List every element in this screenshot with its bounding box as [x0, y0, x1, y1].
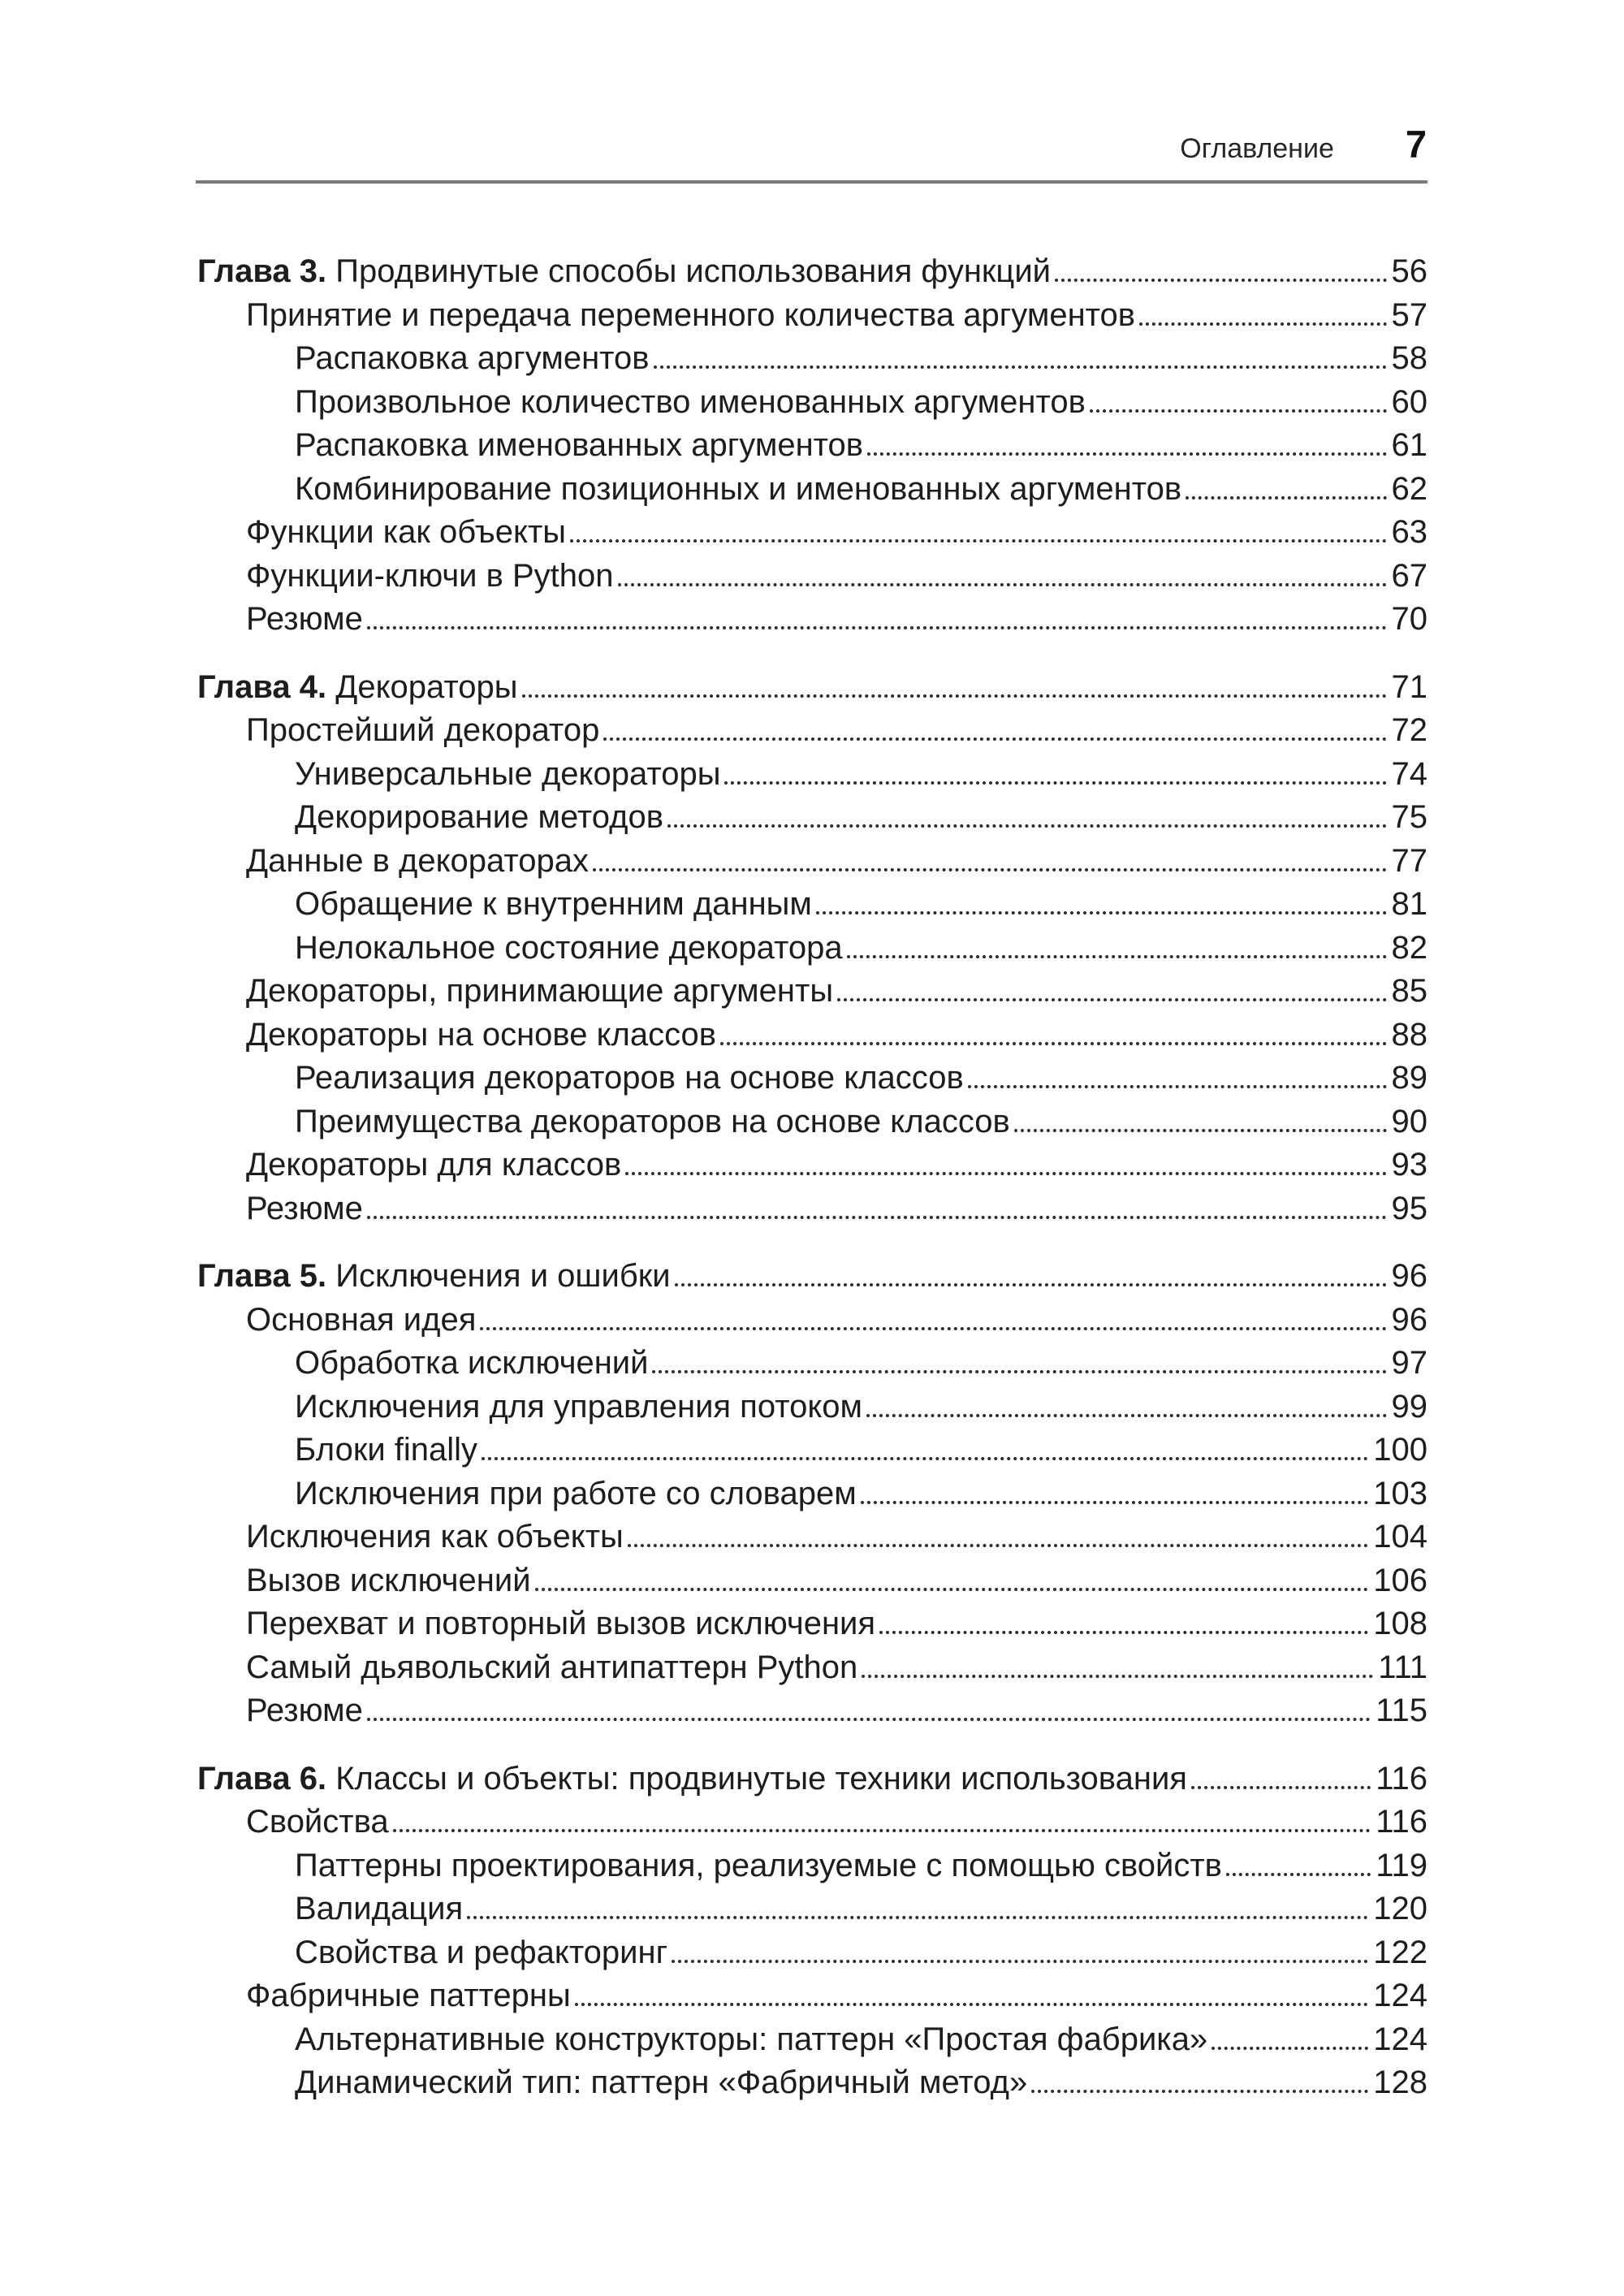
dot-leader	[593, 868, 1387, 871]
toc-entry-row	[197, 1014, 1427, 1057]
page-header-title: Оглавление	[1180, 133, 1334, 164]
entry-title: Функции как объекты	[246, 514, 567, 550]
entry-title: Исключения и ошибки	[335, 1258, 671, 1294]
entry-page-number: 61	[1391, 427, 1427, 463]
toc-entry-row	[197, 840, 1427, 884]
entry-title: Декораторы для классов	[246, 1147, 622, 1183]
dot-leader	[724, 781, 1386, 785]
dot-leader	[467, 1916, 1368, 1919]
toc-entry-row	[197, 1887, 1427, 1931]
entry-title: Основная идея	[246, 1301, 477, 1338]
entry-page-number: 62	[1391, 470, 1427, 507]
entry-page-number: 93	[1391, 1147, 1427, 1183]
dot-leader	[603, 737, 1386, 741]
entry-page-number: 95	[1391, 1190, 1427, 1226]
dot-leader	[862, 1675, 1373, 1678]
entry-page-number: 104	[1373, 1519, 1427, 1554]
entry-title: Декораторы	[335, 668, 518, 705]
entry-title: Декораторы, принимающие аргументы	[246, 973, 834, 1009]
entry-title: Резюме	[246, 1190, 363, 1226]
dot-leader	[861, 1501, 1369, 1504]
entry-title: Валидация	[295, 1891, 464, 1926]
dot-leader	[1014, 1129, 1387, 1132]
toc-entry-row	[197, 2061, 1427, 2105]
entry-page-number: 67	[1391, 557, 1427, 594]
toc-entry-row	[197, 709, 1427, 753]
toc-entry-row	[197, 1801, 1427, 1844]
toc-chapter-row	[197, 666, 1427, 710]
chapter-label: Глава 5.	[197, 1258, 336, 1294]
entry-title: Декорирование методов	[295, 799, 663, 835]
toc-entry-row	[197, 1100, 1427, 1144]
toc-entry-row	[197, 424, 1427, 468]
toc-entry-row	[197, 1516, 1427, 1559]
toc-entry-row	[197, 468, 1427, 512]
entry-page-number: 103	[1373, 1475, 1427, 1511]
entry-page-number: 116	[1376, 1804, 1427, 1840]
chapter-label: Глава 6.	[197, 1760, 336, 1797]
toc-entry-row	[197, 1974, 1427, 2018]
entry-title: Исключения при работе со словарем	[295, 1475, 857, 1511]
entry-page-number: 56	[1391, 253, 1427, 289]
dot-leader	[535, 1588, 1369, 1591]
toc-entry-row	[197, 1844, 1427, 1888]
entry-page-number: 81	[1391, 886, 1427, 922]
toc-entry-row	[197, 1187, 1427, 1231]
entry-title: Преимущества декораторов на основе классов	[295, 1103, 1010, 1139]
entry-page-number: 58	[1391, 340, 1427, 376]
entry-page-number: 119	[1376, 1847, 1427, 1883]
toc-chapter-group	[197, 1255, 1427, 1733]
toc-entry-row	[197, 1559, 1427, 1603]
toc-entry-row	[197, 598, 1427, 642]
entry-page-number: 99	[1391, 1388, 1427, 1425]
entry-page-number: 77	[1391, 842, 1427, 879]
entry-title: Фабричные паттерны	[246, 1978, 571, 2013]
dot-leader	[1212, 2047, 1368, 2050]
entry-page-number: 89	[1391, 1060, 1427, 1096]
toc-entry-row	[197, 1386, 1427, 1429]
entry-page-number: 128	[1373, 2065, 1427, 2100]
entry-title: Декораторы на основе классов	[246, 1016, 717, 1053]
dot-leader	[652, 1370, 1386, 1373]
entry-page-number: 72	[1391, 712, 1427, 748]
toc-entry-row	[197, 337, 1427, 381]
toc-chapter-row	[197, 250, 1427, 294]
dot-leader	[570, 539, 1386, 543]
toc-entry-row	[197, 753, 1427, 797]
toc-entry-row	[197, 1689, 1427, 1733]
toc-entry-row	[197, 1057, 1427, 1100]
entry-title: Продвинутые способы использования функций	[335, 253, 1052, 289]
toc-entry-row	[197, 294, 1427, 338]
entry-page-number: 96	[1391, 1301, 1427, 1338]
toc-entry-row	[197, 796, 1427, 840]
toc-entry-row	[197, 883, 1427, 927]
dot-leader	[672, 1960, 1368, 1963]
entry-page-number: 115	[1376, 1693, 1427, 1728]
entry-page-number: 88	[1391, 1016, 1427, 1053]
toc-list	[197, 250, 1427, 2105]
toc-entry-row	[197, 1299, 1427, 1343]
toc-entry-row	[197, 1429, 1427, 1472]
dot-leader	[968, 1085, 1387, 1088]
entry-title: Принятие и передача переменного количества аргументов	[246, 296, 1136, 333]
dot-leader	[847, 955, 1387, 958]
chapter-label: Глава 4.	[197, 668, 336, 705]
entry-page-number: 122	[1373, 1934, 1427, 1970]
dot-leader	[628, 1544, 1368, 1547]
dot-leader	[1186, 496, 1386, 499]
toc-entry-row	[197, 381, 1427, 425]
dot-leader	[867, 452, 1386, 456]
dot-leader	[1090, 409, 1387, 413]
entry-title: Распаковка именованных аргументов	[295, 427, 864, 463]
dot-leader	[367, 1718, 1371, 1721]
toc-entry-row	[197, 1646, 1427, 1690]
entry-title: Нелокальное состояние декоратора	[295, 929, 843, 966]
chapter-label: Глава 3.	[197, 253, 336, 289]
entry-page-number: 97	[1391, 1345, 1427, 1381]
dot-leader	[618, 583, 1387, 586]
dot-leader	[654, 365, 1387, 369]
dot-leader	[1139, 322, 1386, 326]
dot-leader	[480, 1327, 1386, 1330]
toc-entry-row	[197, 1602, 1427, 1646]
dot-leader	[393, 1829, 1371, 1832]
entry-page-number: 111	[1378, 1649, 1427, 1685]
dot-leader	[837, 998, 1386, 1001]
entry-title: Данные в декораторах	[246, 842, 589, 879]
dot-leader	[675, 1283, 1387, 1286]
entry-title: Функции-ключи в Python	[246, 557, 614, 594]
entry-title: Произвольное количество именованных аргументов	[295, 383, 1086, 420]
entry-page-number: 57	[1391, 296, 1427, 333]
entry-page-number: 96	[1391, 1258, 1427, 1294]
toc-chapter-row	[197, 1758, 1427, 1801]
toc-entry-row	[197, 1931, 1427, 1975]
toc-entry-row	[197, 970, 1427, 1014]
header-rule	[196, 180, 1427, 184]
entry-title: Распаковка аргументов	[295, 340, 650, 376]
dot-leader	[879, 1631, 1368, 1634]
entry-title: Универсальные декораторы	[295, 755, 721, 792]
entry-title: Обработка исключений	[295, 1345, 649, 1381]
dot-leader	[1031, 2090, 1368, 2093]
toc-chapter-group	[197, 250, 1427, 642]
dot-leader	[522, 694, 1387, 698]
entry-title: Резюме	[246, 601, 363, 637]
dot-leader	[1226, 1873, 1371, 1876]
page-header	[197, 122, 1427, 166]
entry-page-number: 90	[1391, 1103, 1427, 1139]
dot-leader	[367, 1216, 1387, 1219]
toc-entry-row	[197, 511, 1427, 555]
entry-page-number: 60	[1391, 383, 1427, 420]
entry-title: Вызов исключений	[246, 1562, 531, 1598]
entry-title: Реализация декораторов на основе классов	[295, 1060, 964, 1096]
entry-page-number: 100	[1373, 1432, 1427, 1468]
dot-leader	[866, 1414, 1386, 1417]
dot-leader	[1055, 279, 1386, 282]
dot-leader	[816, 911, 1387, 915]
entry-title: Блоки finally	[295, 1432, 478, 1468]
toc-chapter-group	[197, 1758, 1427, 2105]
entry-page-number: 71	[1391, 668, 1427, 705]
toc-entry-row	[197, 555, 1427, 599]
entry-title: Паттерны проектирования, реализуемые с помощью свойств	[295, 1847, 1222, 1883]
toc-entry-row	[197, 1342, 1427, 1386]
entry-page-number: 75	[1391, 799, 1427, 835]
entry-title: Простейший декоратор	[246, 712, 600, 748]
entry-title: Свойства	[246, 1804, 389, 1840]
entry-page-number: 108	[1373, 1606, 1427, 1641]
entry-page-number: 120	[1373, 1891, 1427, 1926]
entry-page-number: 85	[1391, 973, 1427, 1009]
entry-page-number: 74	[1391, 755, 1427, 792]
entry-title: Самый дьявольский антипаттерн Python	[246, 1649, 858, 1685]
entry-title: Исключения для управления потоком	[295, 1388, 863, 1425]
toc-entry-row	[197, 1472, 1427, 1516]
toc-chapter-group	[197, 666, 1427, 1231]
toc-entry-row	[197, 1144, 1427, 1187]
entry-page-number: 70	[1391, 601, 1427, 637]
dot-leader	[1191, 1786, 1371, 1789]
entry-page-number: 106	[1373, 1562, 1427, 1598]
dot-leader	[720, 1042, 1386, 1045]
entry-title: Обращение к внутренним данным	[295, 886, 812, 922]
entry-page-number: 124	[1373, 1978, 1427, 2013]
entry-page-number: 82	[1391, 929, 1427, 966]
entry-title: Классы и объекты: продвинутые техники использования	[335, 1760, 1187, 1797]
entry-page-number: 116	[1376, 1760, 1427, 1797]
dot-leader	[625, 1172, 1386, 1175]
toc-entry-row	[197, 927, 1427, 971]
entry-title: Перехват и повторный вызов исключения	[246, 1606, 876, 1641]
toc-entry-row	[197, 2018, 1427, 2062]
entry-page-number: 124	[1373, 2021, 1427, 2057]
entry-title: Резюме	[246, 1693, 363, 1728]
entry-title: Свойства и рефакторинг	[295, 1934, 668, 1970]
entry-page-number: 63	[1391, 514, 1427, 550]
dot-leader	[367, 626, 1387, 629]
dot-leader	[482, 1457, 1368, 1460]
dot-leader	[667, 824, 1387, 828]
entry-title: Комбинирование позиционных и именованных аргументов	[295, 470, 1182, 507]
dot-leader	[575, 2003, 1369, 2006]
entry-title: Альтернативные конструкторы: паттерн «Простая фабрика»	[295, 2021, 1208, 2057]
toc-chapter-row	[197, 1255, 1427, 1299]
page-number: 7	[1405, 123, 1427, 166]
entry-title: Исключения как объекты	[246, 1519, 624, 1554]
entry-title: Динамический тип: паттерн «Фабричный метод»	[295, 2065, 1028, 2100]
